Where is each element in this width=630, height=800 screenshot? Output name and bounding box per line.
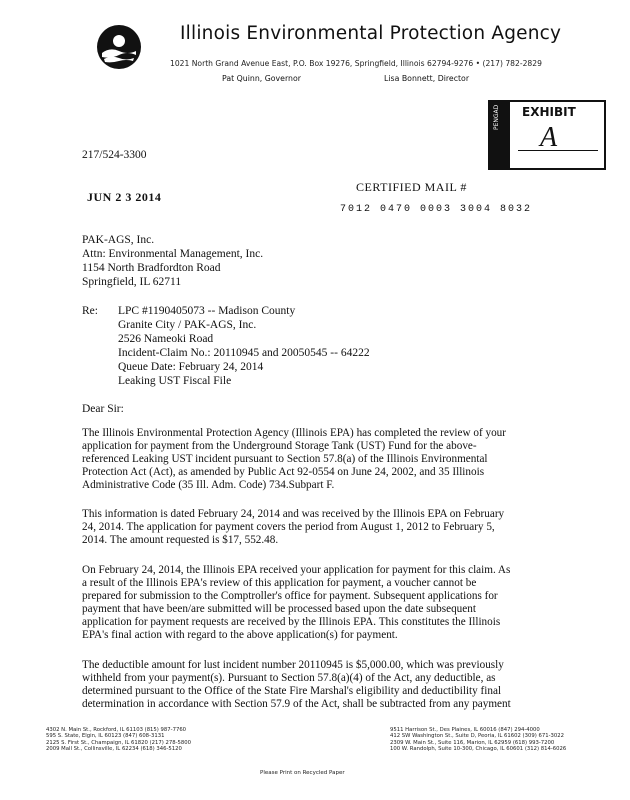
paragraph-line: The Illinois Environmental Protection Agency (Illinois EPA) has completed the review of your [82,427,506,439]
footer-offices-right [390,727,566,753]
body-paragraph [82,508,538,547]
paragraph-line: withheld from your payment(s). Pursuant to Section 57.8(a)(4) of the Act, any deductible, as [82,672,496,684]
paragraph-line: referenced Leaking UST incident pursuant to Section 57.8(a) of the Illinois Environmental [82,453,488,465]
director-name: Lisa Bonnett, Director [384,74,470,83]
paragraph-line: determination in accordance with Section 57.9 of the Act, shall be subtracted from any payment [82,698,511,710]
agency-name: Illinois Environmental Protection Agency [180,23,562,44]
phone-number: 217/524-3300 [82,149,147,161]
recipient-line: PAK-AGS, Inc. [82,234,155,246]
agency-address: 1021 North Grand Avenue East, P.O. Box 19276, Springfield, Illinois 62794-9276 • (217) 782-2829 [170,59,542,68]
paragraph-line: payment that have been/are submitted will be processed based upon the date subsequent [82,603,476,615]
paragraph-line: Protection Act (Act), as amended by Public Act 92-0554 on June 24, 2002, and 35 Illinois [82,466,485,478]
paragraph-line: Administrative Code (35 Ill. Adm. Code) 734.Subpart F. [82,479,335,491]
agency-seal-logo [96,24,142,70]
paragraph-line: application for payment from the Underground Storage Tank (UST) Fund for the above- [82,440,477,452]
footer-offices-left [46,727,191,753]
body-paragraph [82,427,538,492]
recycled-paper-note: Please Print on Recycled Paper [260,770,345,776]
re-line: LPC #1190405073 -- Madison County [118,305,296,317]
governor-name: Pat Quinn, Governor [222,74,301,83]
footer-line: 2125 S. First St., Champaign, IL 61820 (217) 278-5800 [46,739,192,746]
date-stamp: JUN 2 3 2014 [87,190,162,204]
certified-mail-label: CERTIFIED MAIL # [356,180,467,194]
re-line: Queue Date: February 24, 2014 [118,361,264,373]
exhibit-sticker [488,100,606,170]
footer-line: 4302 N. Main St., Rockford, IL 61103 (815) 987-7760 [46,727,187,733]
re-line: Granite City / PAK-AGS, Inc. [118,319,257,331]
footer-line: 595 S. State, Elgin, IL 60123 (847) 608-3131 [46,733,165,740]
paragraph-line: EPA's final action with regard to the above application(s) for payment. [82,629,398,641]
paragraph-line: 24, 2014. The application for payment covers the period from August 1, 2012 to February 5, [82,521,495,533]
paragraph-line: determined pursuant to the Office of the State Fire Marshal's eligibility and deductibility final [82,685,502,697]
footer-line: 9511 Harrison St., Des Plaines, IL 60016 (847) 294-4000 [390,727,540,733]
paragraph-line: This information is dated February 24, 2014 and was received by the Illinois EPA on February [82,508,505,520]
body-paragraph [82,564,538,642]
exhibit-letter: A [540,122,558,153]
recipient-line: 1154 North Bradfordton Road [82,262,221,274]
footer-line: 2309 W. Main St., Suite 116, Marion, IL 62959 (618) 993-7200 [390,739,555,746]
re-line: Incident-Claim No.: 20110945 and 20050545 -- 64222 [118,347,370,359]
paragraph-line: application for payment requests are received by the Illinois EPA. This constitutes the Illinois [82,616,501,628]
paragraph-line: 2014. The amount requested is $17, 552.48. [82,534,279,546]
paragraph-line: a result of the Illinois EPA's review of this application for payment, a voucher cannot be [82,577,477,589]
paragraph-line: The deductible amount for lust incident number 20110945 is $5,000.00, which was previously [82,659,504,671]
tracking-number: 7012 0470 0003 3004 8032 [340,204,533,215]
footer-line: 2009 Mall St., Collinsville, IL 62234 (618) 346-5120 [46,746,182,753]
exhibit-label: EXHIBIT [522,105,576,119]
body-paragraph [82,659,538,711]
re-label: Re: [82,305,98,317]
footer-line: 412 SW Washington St., Suite D, Peoria, IL 61602 (309) 671-3022 [390,733,564,740]
re-line: 2526 Nameoki Road [118,333,214,345]
recipient-line: Attn: Environmental Management, Inc. [82,248,264,260]
footer-line: 100 W. Randolph, Suite 10-300, Chicago, IL 60601 (312) 814-6026 [390,746,567,753]
re-line: Leaking UST Fiscal File [118,375,232,387]
paragraph-line: On February 24, 2014, the Illinois EPA received your application for payment for this claim. As [82,564,511,576]
salutation: Dear Sir: [82,403,124,415]
exhibit-underline [518,150,598,151]
paragraph-line: prepared for submission to the Comptroller's office for payment. Subsequent applications for [82,590,498,602]
exhibit-side-text: PENGAD [493,104,500,130]
recipient-line: Springfield, IL 62711 [82,276,182,288]
